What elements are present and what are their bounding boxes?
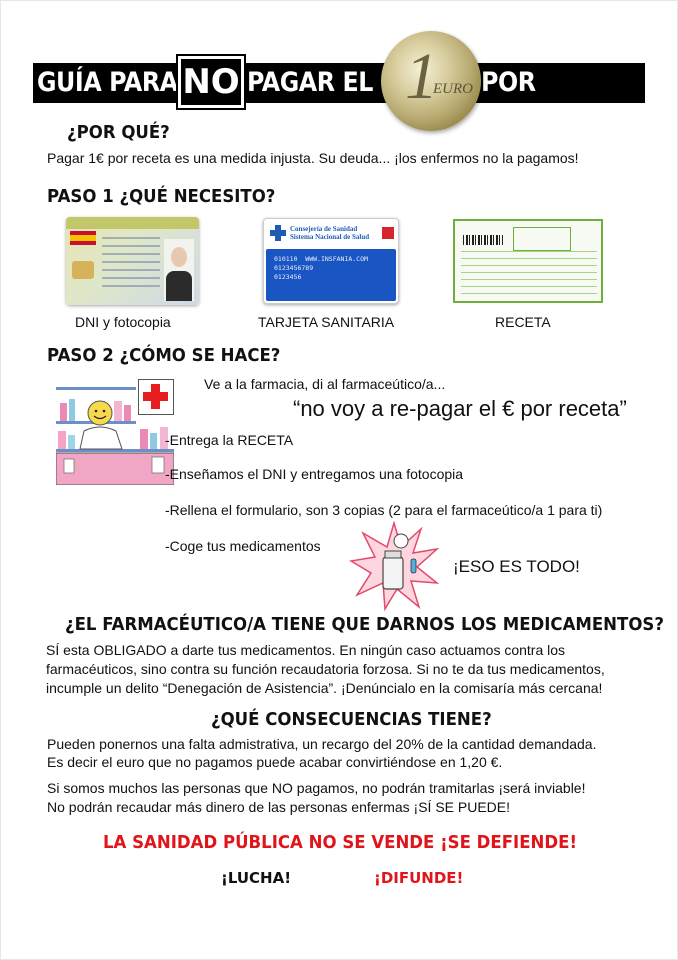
step-item: -Entrega la RECETA [165,432,294,448]
step-item: -Enseñamos el DNI y entregamos una fotocopia [165,466,464,482]
obliged-heading: ¿EL FARMACÉUTICO/A TIENE QUE DARNOS LOS MEDICAMENTOS? [65,614,664,635]
prescription-box [513,227,571,251]
dni-band [66,217,199,229]
step-item: -Rellena el formulario, son 3 copias (2 para el farmaceútico/a 1 para ti) [165,502,603,518]
dni-label: DNI y fotocopia [75,314,171,330]
spread-cry: ¡DIFUNDE! [374,869,464,887]
step2-heading: PASO 2 ¿CÓMO SE HACE? [47,345,281,366]
banner-text-pay: PAGAR EL [247,67,373,98]
why-text: Pagar 1€ por receta es una medida injusta. Su deuda... ¡los enfermos no la pagamos! [47,150,579,166]
health-card-numbers: 010110 WWW.INSFANIA.COM 0123456789 0123456 [274,255,368,281]
dni-card-image [66,217,199,305]
prescription-lines [461,251,597,297]
health-card-band [266,249,396,301]
person-body-icon [166,271,192,301]
medicine-starburst-icon [349,521,439,611]
step2-intro: Ve a la farmacia, di al farmaceútico/a... [204,376,446,392]
health-card-label: TARJETA SANITARIA [258,314,395,330]
pharmacist-illustration [56,379,174,485]
consequences-line: Pueden ponernos una falta admistrativa, un recargo del 20% de la cantidad demandada. [47,736,597,752]
consequences-line: Si somos muchos las personas que NO pagamos, no podrán tramitarlas ¡será inviable! [47,780,586,796]
consequences-heading: ¿QUÉ CONSECUENCIAS TIENE? [211,709,492,730]
banner-no-box: NO [178,56,244,108]
consequences-line: No podrán recaudar más dinero de las personas enfermas ¡SÍ SE PUEDE! [47,799,511,815]
dni-text-lines [102,237,160,289]
obliged-line: SÍ esta OBLIGADO a darte tus medicamentos. En ningún caso actuamos contra los [46,642,566,658]
prescription-image [453,219,603,303]
step2-done: ¡ESO ES TODO! [453,557,580,576]
step1-heading: PASO 1 ¿QUÉ NECESITO? [47,186,276,207]
obliged-line: incumple un delito “Denegación de Asistencia”. ¡Denúncialo en la comisaría más cercana! [46,680,603,696]
obliged-line: farmacéuticos, sino contra su función recaudatoria forzosa. Si no te da tus medicamentos, [46,661,605,677]
health-card-image [263,218,399,304]
health-cross-icon [270,225,286,241]
consequences-line: Es decir el euro que no pagamos puede acabar convirtiéndose en 1,20 €. [47,754,503,770]
why-heading: ¿POR QUÉ? [67,122,170,143]
step2-quote: “no voy a re-pagar el € por receta” [293,396,627,421]
red-cross-icon [138,379,174,415]
fight-cry: ¡LUCHA! [221,869,292,887]
barcode-icon [463,235,503,245]
spain-flag-icon [70,231,96,245]
person-head-icon [171,247,187,267]
madrid-logo-icon [382,227,394,239]
coin-number: 1 [405,40,438,113]
coin-label: EURO [433,81,473,97]
euro-coin-icon [381,31,481,131]
chip-icon [72,261,94,279]
banner-text-guide: GUÍA PARA [37,67,178,98]
health-card-title: Consejería de Sanidad Sistema Nacional de Salud [290,225,370,241]
step-item: -Coge tus medicamentos [165,538,321,554]
slogan: LA SANIDAD PÚBLICA NO SE VENDE ¡SE DEFIENDE! [102,832,578,853]
banner-text-prescription: POR RECETA [481,67,580,138]
prescription-label: RECETA [495,314,551,330]
